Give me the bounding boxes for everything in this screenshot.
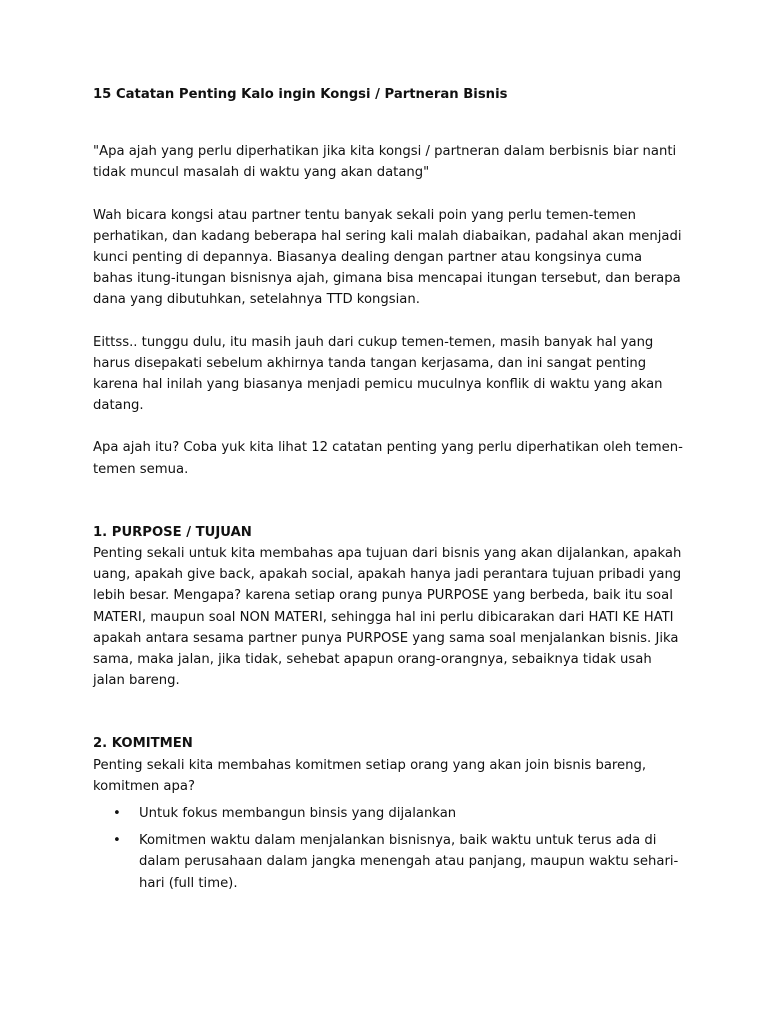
section-komitmen: [93, 733, 683, 893]
list-item: [93, 803, 683, 824]
list-item-text: Komitmen waktu dalam menjalankan bisnisnya, baik waktu untuk terus ada di dalam perusahaan dalam jangka menengah atau panjang, maupun waktu sehari-hari (full time).: [139, 833, 679, 891]
list-item-text: Untuk fokus membangun binsis yang dijalankan: [139, 806, 457, 822]
paragraph-intro: Wah bicara kongsi atau partner tentu banyak sekali poin yang perlu temen-temen perhatikan, dan kadang beberapa hal sering kali malah diabaikan, padahal akan menjadi kunci penting di depannya. Biasanya dealing dengan partner atau kongsinya cuma bahas itung-itungan bisnisnya ajah, gimana bisa mencapai itungan tersebut, dan berapa dana yang dibutuhkan, setelahnya TTD kongsian.: [93, 207, 682, 308]
bullet-list: [93, 803, 683, 894]
section-heading: 2. KOMITMEN: [93, 736, 193, 752]
document-title: 15 Catatan Penting Kalo ingin Kongsi / Partneran Bisnis: [93, 87, 508, 102]
bullet-icon: •: [113, 833, 121, 849]
section-body: Penting sekali untuk kita membahas apa tujuan dari bisnis yang akan dijalankan, apakah uang, apakah give back, apakah social, apakah hanya jadi perantara tujuan pribadi yang lebih besar. Mengapa? karena setiap orang punya PURPOSE yang berbeda, baik itu soal MATERI, maupun soal NON MATERI, sehingga hal ini perlu dibicarakan dari HATI KE HATI apakah antara sesama partner punya PURPOSE yang sama soal menjalankan bisnis. Jika sama, maka jalan, jika tidak, sehebat apapun orang-orangnya, sebaiknya tidak usah jalan bareng.: [93, 546, 682, 689]
section-body: Penting sekali kita membahas komitmen setiap orang yang akan join bisnis bareng, komitmen apa?: [93, 757, 647, 794]
intro-quote: "Apa ajah yang perlu diperhatikan jika kita kongsi / partneran dalam berbisnis biar nanti tidak muncul masalah di waktu yang akan datang": [93, 144, 677, 181]
section-heading: 1. PURPOSE / TUJUAN: [93, 524, 252, 540]
bullet-icon: •: [113, 806, 121, 822]
section-purpose: [93, 522, 683, 692]
paragraph-question: Apa ajah itu? Coba yuk kita lihat 12 catatan penting yang perlu diperhatikan oleh temen-temen semua.: [93, 440, 683, 477]
paragraph-warning: Eittss.. tunggu dulu, itu masih jauh dari cukup temen-temen, masih banyak hal yang harus disepakati sebelum akhirnya tanda tangan kerjasama, dan ini sangat penting karena hal inilah yang biasanya menjadi pemicu muculnya konflik di waktu yang akan datang.: [93, 334, 663, 414]
list-item: [93, 830, 683, 894]
document-page: [93, 84, 683, 900]
